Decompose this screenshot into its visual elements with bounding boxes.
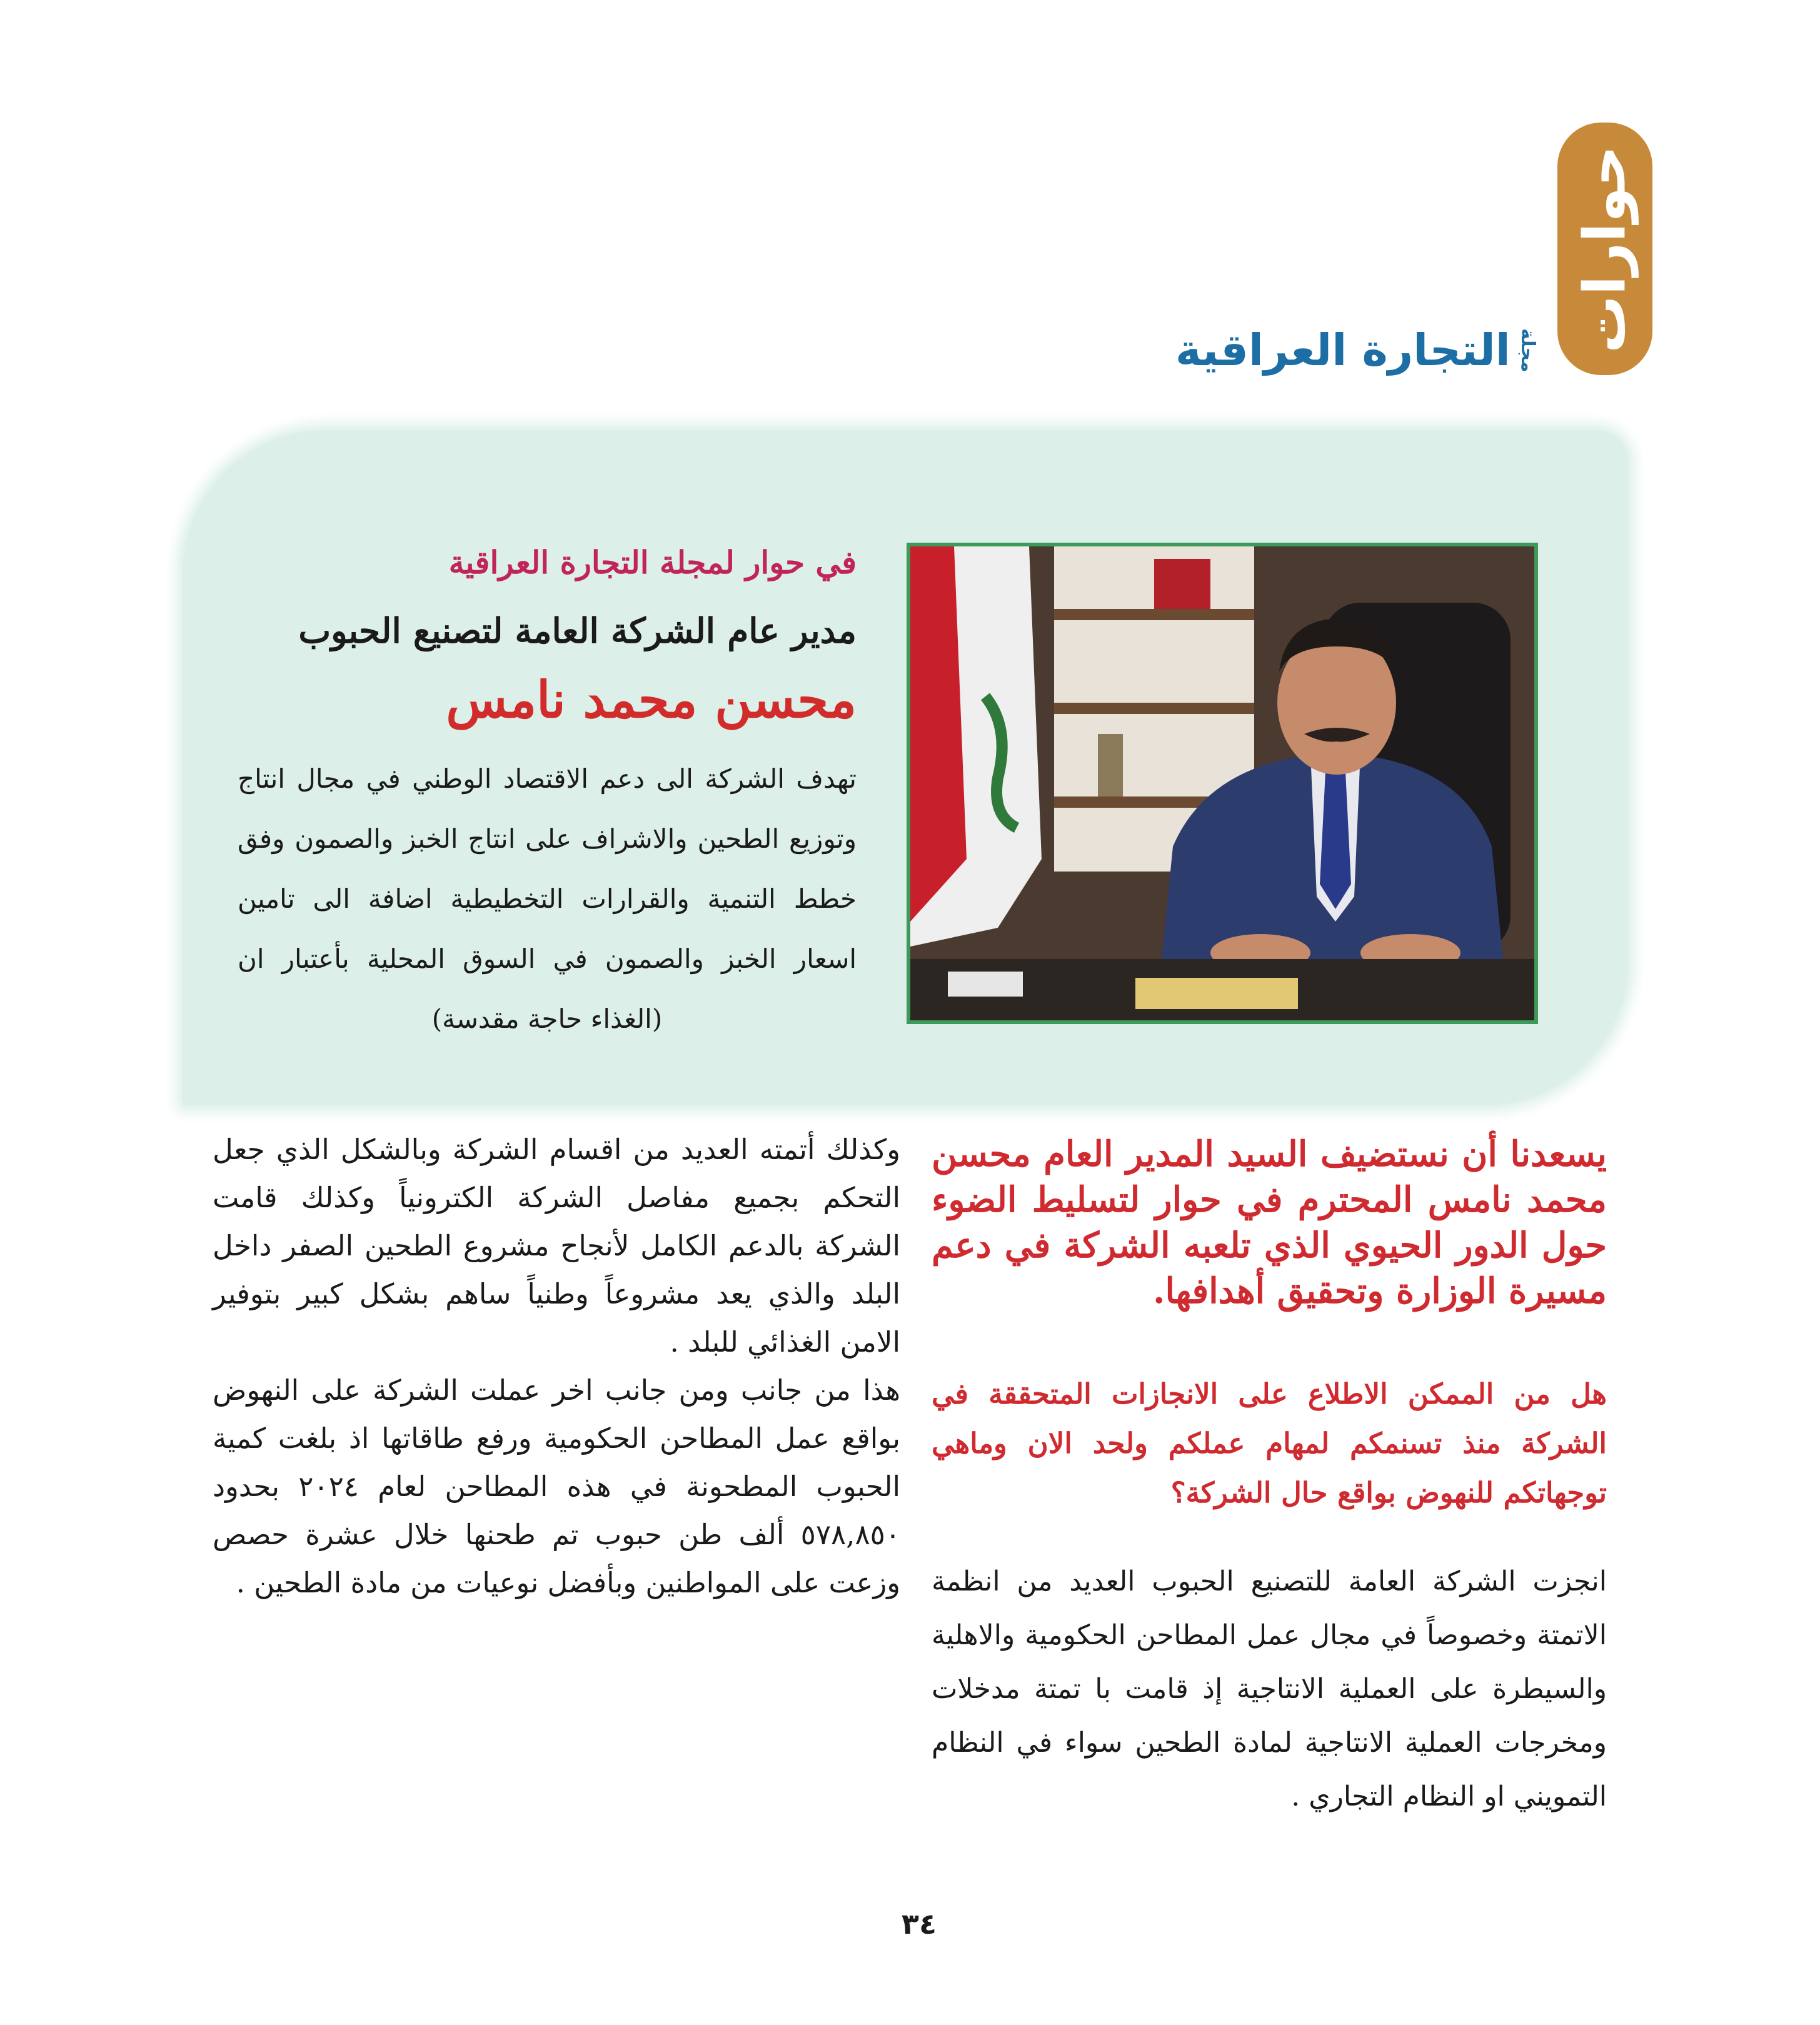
intro-summary: تهدف الشركة الى دعم الاقتصاد الوطني في مجال انتاج وتوزيع الطحين والاشراف على انتاج الخبز والصمون وفق خطط التنمية والقرارات التخطيطية اضافة الى تامين اسعار الخبز والصمون في السوق المحلية بأعتبار ان (الغذاء حاجة مقدسة) (238, 763, 857, 1034)
left-column (213, 1125, 900, 1607)
portrait-illustration (910, 546, 1534, 1020)
portrait-photo (907, 543, 1538, 1024)
intro-text-block (238, 538, 857, 1049)
masthead-small-label: مجلة (1516, 328, 1539, 373)
masthead (1175, 316, 1551, 384)
page-number: ٣٤ (901, 1907, 937, 1941)
body-paragraph-2: هذا من جانب ومن جانب اخر عملت الشركة على النهوض بواقع عمل المطاحن الحكومية ورفع طاقاتها اذ بلغت كمية الحبوب المطحونة في هذه المطاحن لعام ٢٠٢٤ بحدود ٥٧٨,٨٥٠ ألف طن حبوب تم طحنها خلال عشرة حصص وزعت على المواطنين وبأفضل نوعيات من مادة الطحين . (213, 1374, 900, 1599)
interview-question: هل من الممكن الاطلاع على الانجازات المتحققة في الشركة منذ تسنمكم لمهام عملكم ولحد الان وماهي توجهاتكم للنهوض بواقع حال الشركة؟ (932, 1377, 1607, 1509)
interview-answer: انجزت الشركة العامة للتصنيع الحبوب العديد من انظمة الاتمتة وخصوصاً في مجال عمل المطاحن الحكومية والاهلية والسيطرة على العملية الانتاجية إذ قامت با تمتة مدخلات ومخرجات العملية الانتاجية لمادة الطحين سواء في النظام التمويني او النظام التجاري . (932, 1565, 1607, 1812)
section-tab-label-wrap (1557, 123, 1652, 375)
masthead-title: التجارة العراقية (1175, 324, 1511, 376)
body-paragraph-1: وكذلك أتمته العديد من اقسام الشركة وبالشكل الذي جعل التحكم بجميع مفاصل الشركة الكترونياً وكذلك قامت الشركة بالدعم الكامل لأنجاح مشروع الطحين الصفر داخل البلد والذي يعد مشروعاً وطنياً ساهم بشكل كبير بتوفير الامن الغذائي للبلد . (213, 1133, 900, 1359)
lead-paragraph: يسعدنا أن نستضيف السيد المدير العام محسن محمد نامس المحترم في حوار لتسليط الضوء حول الدور الحيوي الذي تلعبه الشركة في دعم مسيرة الوزارة وتحقيق أهدافها. (932, 1133, 1607, 1312)
right-column (932, 1132, 1607, 1824)
interviewee-name: محسن محمد نامس (446, 670, 857, 729)
intro-subtitle: مدير عام الشركة العامة لتصنيع الحبوب (298, 610, 857, 651)
intro-kicker: في حوار لمجلة التجارة العراقية (448, 544, 857, 581)
section-tab-label: حوارات (1571, 144, 1639, 353)
